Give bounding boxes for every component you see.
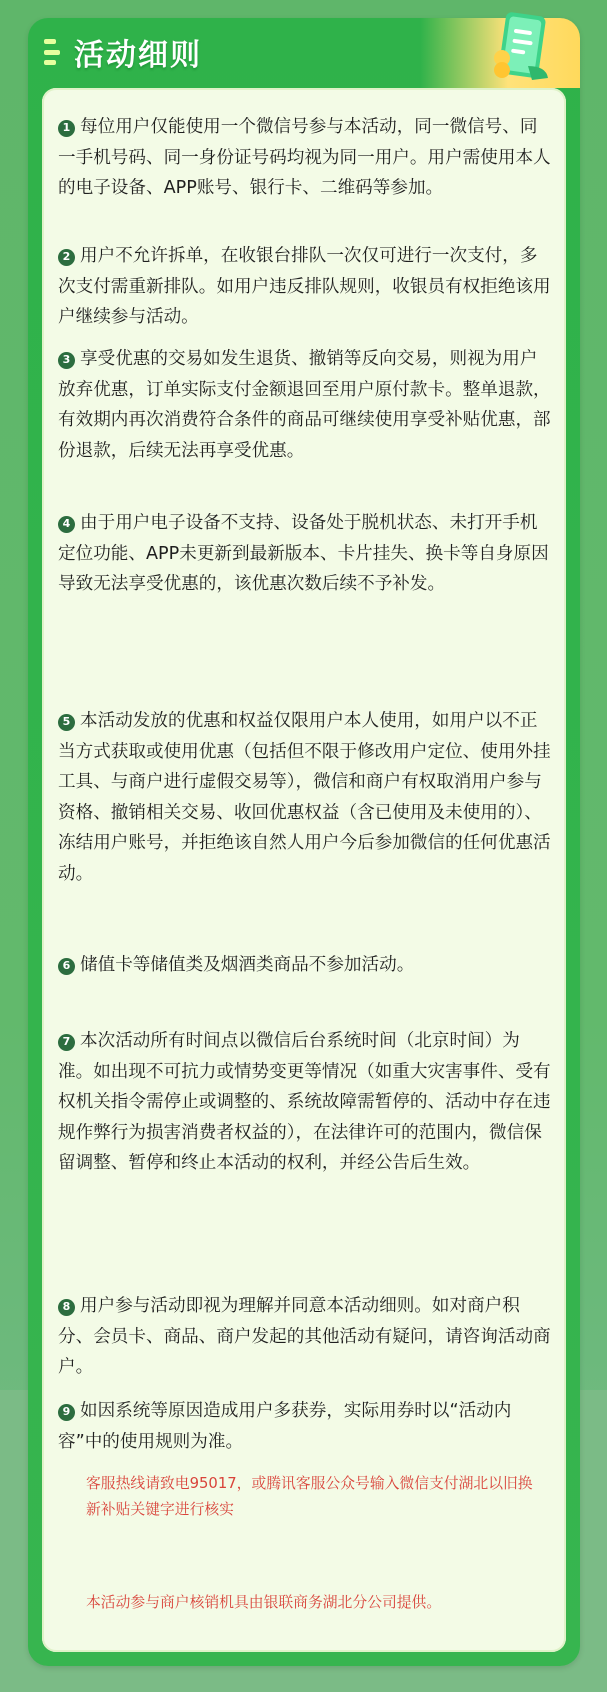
rule-item-4 bbox=[58, 508, 552, 600]
coupon-scroll-icon bbox=[488, 8, 554, 86]
rule-number-badge: 4 bbox=[58, 516, 75, 533]
hotline-note: 客服热线请致电95017，或腾讯客服公众号输入微信支付湖北以旧换新补贴关键字进行核实 bbox=[86, 1475, 533, 1518]
rule-number-badge: 1 bbox=[58, 120, 75, 137]
rule-number-badge: 5 bbox=[58, 714, 75, 731]
rule-number-badge: 8 bbox=[58, 1299, 75, 1316]
rules-card bbox=[28, 18, 580, 1666]
rule-item-8 bbox=[58, 1291, 552, 1383]
rule-number-badge: 3 bbox=[58, 352, 75, 369]
title-group bbox=[44, 32, 202, 72]
rules-panel bbox=[42, 88, 566, 1652]
rule-text: 本次活动所有时间点以微信后台系统时间（北京时间）为准。如出现不可抗力或情势变更等情况（如重大灾害事件、受有权机关指令需停止或调整的、系统故障需暂停的、活动中存在违规作弊行为损害消费者权益的），在法律许可的范围内，微信保留调整、暂停和终止本活动的权利，并经公告后生效。 bbox=[58, 1031, 551, 1173]
rule-item-7 bbox=[58, 1026, 552, 1179]
rule-item-6 bbox=[58, 950, 552, 981]
page-title: 活动细则 bbox=[74, 38, 202, 73]
rule-text: 用户参与活动即视为理解并同意本活动细则。如对商户积分、会员卡、商品、商户发起的其他活动有疑问，请咨询活动商户。 bbox=[58, 1296, 551, 1377]
rule-item-5 bbox=[58, 706, 552, 889]
provider-note: 本活动参与商户核销机具由银联商务湖北分公司提供。 bbox=[86, 1594, 442, 1611]
rule-text: 享受优惠的交易如发生退货、撤销等反向交易，则视为用户放弃优惠，订单实际支付金额退回至用户原付款卡。整单退款，有效期内再次消费符合条件的商品可继续使用享受补贴优惠，部份退款，后续无法再享受优惠。 bbox=[58, 349, 551, 461]
rule-text: 本活动发放的优惠和权益仅限用户本人使用，如用户以不正当方式获取或使用优惠（包括但不限于修改用户定位、使用外挂工具、与商户进行虚假交易等），微信和商户有权取消用户参与资格、撤销相关交易、收回优惠权益（含已使用及未使用的）、冻结用户账号，并拒绝该自然人用户今后参加微信的任何优惠活动。 bbox=[58, 711, 551, 884]
list-lines-icon bbox=[44, 39, 64, 65]
rule-item-3 bbox=[58, 344, 552, 466]
rule-item-1 bbox=[58, 112, 552, 204]
rule-text: 每位用户仅能使用一个微信号参与本活动，同一微信号、同一手机号码、同一身份证号码均视为同一用户。用户需使用本人的电子设备、APP账号、银行卡、二维码等参加。 bbox=[58, 117, 551, 198]
rule-text: 储值卡等储值类及烟酒类商品不参加活动。 bbox=[80, 955, 415, 975]
rule-number-badge: 2 bbox=[58, 249, 75, 266]
rule-text: 由于用户电子设备不支持、设备处于脱机状态、未打开手机定位功能、APP未更新到最新版本、卡片挂失、换卡等自身原因导致无法享受优惠的，该优惠次数后续不予补发。 bbox=[58, 513, 549, 594]
rule-number-badge: 6 bbox=[58, 958, 75, 975]
rule-item-2 bbox=[58, 241, 552, 333]
rule-number-badge: 7 bbox=[58, 1034, 75, 1051]
rule-text: 用户不允许拆单，在收银台排队一次仅可进行一次支付，多次支付需重新排队。如用户违反排队规则，收银员有权拒绝该用户继续参与活动。 bbox=[58, 246, 551, 327]
rule-text: 如因系统等原因造成用户多获券，实际用券时以“活动内容”中的使用规则为准。 bbox=[58, 1401, 512, 1452]
rule-item-9 bbox=[58, 1396, 552, 1457]
rule-number-badge: 9 bbox=[58, 1404, 75, 1421]
